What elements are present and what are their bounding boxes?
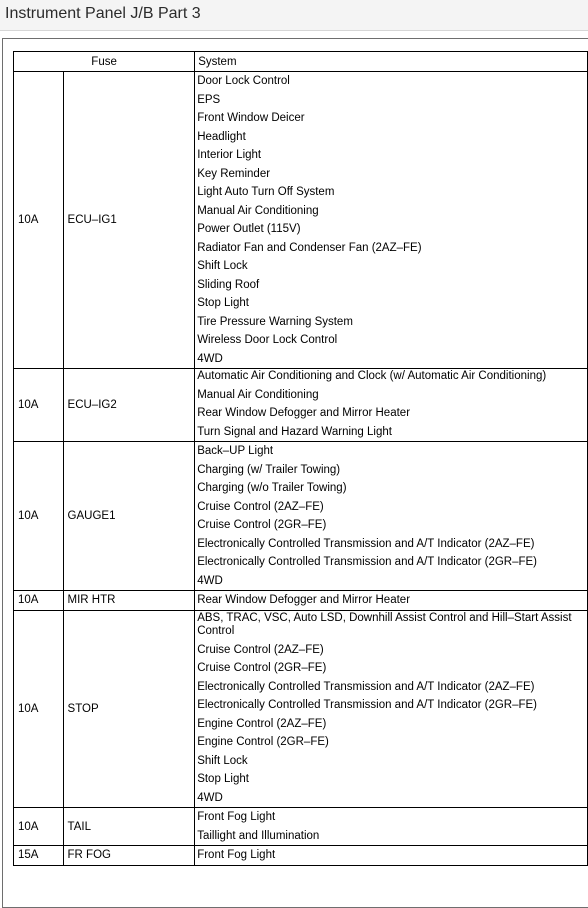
system-item: Key Reminder	[197, 167, 271, 180]
system-item: Front Window Deicer	[197, 112, 305, 124]
system-item: Rear Window Defogger and Mirror Heater	[197, 407, 411, 419]
system-item: Front Fog Light	[197, 849, 276, 861]
table-row	[14, 442, 588, 591]
system-list	[195, 808, 588, 846]
fuse-amperage: 10A	[14, 442, 64, 591]
system-item: Power Outlet (115V)	[197, 223, 301, 235]
system-item: Engine Control (2GR–FE)	[197, 736, 329, 748]
system-item: Wireless Door Lock Control	[197, 334, 338, 346]
fuse-amperage: 15A	[14, 846, 64, 866]
fuse-amperage: 10A	[14, 72, 64, 369]
system-item: Stop Light	[197, 297, 249, 309]
system-item: Light Auto Turn Off System	[197, 186, 335, 198]
fuse-name: STOP	[63, 610, 195, 808]
system-item: Cruise Control (2AZ–FE)	[197, 500, 324, 513]
system-item: Electronically Controlled Transmission and A/T Indicator (2AZ–FE)	[197, 680, 535, 693]
system-item: Door Lock Control	[197, 75, 290, 87]
system-item: Manual Air Conditioning	[197, 204, 319, 217]
column-header-fuse: Fuse	[14, 52, 195, 72]
system-list	[195, 442, 588, 591]
system-item: Interior Light	[197, 149, 262, 161]
system-item: Manual Air Conditioning	[197, 388, 319, 401]
table-body	[14, 72, 588, 866]
system-item: Rear Window Defogger and Mirror Heater	[197, 594, 411, 606]
system-item: 4WD	[197, 791, 223, 804]
system-item: Electronically Controlled Transmission and A/T Indicator (2GR–FE)	[197, 556, 538, 568]
system-item: Engine Control (2AZ–FE)	[197, 717, 327, 730]
fuse-amperage: 10A	[14, 808, 64, 846]
system-list	[195, 369, 588, 442]
system-list	[195, 610, 588, 808]
fuse-amperage: 10A	[14, 610, 64, 808]
system-item: Shift Lock	[197, 260, 248, 272]
system-item: Cruise Control (2AZ–FE)	[197, 643, 324, 656]
table-row	[14, 610, 588, 808]
fuse-amperage: 10A	[14, 369, 64, 442]
system-list	[195, 846, 588, 866]
table-row	[14, 846, 588, 866]
system-item: Electronically Controlled Transmission and A/T Indicator (2GR–FE)	[197, 699, 538, 711]
page-title: Instrument Panel J/B Part 3	[5, 5, 201, 22]
system-item: Charging (w/ Trailer Towing)	[197, 463, 341, 476]
system-item: Cruise Control (2GR–FE)	[197, 662, 327, 674]
system-item: ABS, TRAC, VSC, Auto LSD, Downhill Assist Control and Hill–Start Assist Control	[197, 611, 572, 637]
fuse-amperage: 10A	[14, 591, 64, 611]
window-header	[0, 0, 588, 31]
system-item: Shift Lock	[197, 754, 248, 767]
system-item: Automatic Air Conditioning and Clock (w/ Automatic Air Conditioning)	[197, 370, 547, 382]
fuse-name: ECU–IG1	[63, 72, 195, 369]
table-row	[14, 808, 588, 846]
system-item: Back–UP Light	[197, 445, 274, 457]
system-item: Sliding Roof	[197, 278, 260, 291]
system-item: Charging (w/o Trailer Towing)	[197, 482, 347, 494]
column-header-system: System	[195, 52, 588, 72]
system-list	[195, 591, 588, 611]
fuse-name: FR FOG	[63, 846, 195, 866]
system-item: Tire Pressure Warning System	[197, 315, 353, 328]
table-row	[14, 369, 588, 442]
fuse-table	[13, 51, 588, 866]
system-item: 4WD	[197, 574, 223, 587]
system-item: Stop Light	[197, 773, 249, 785]
system-item: Turn Signal and Hazard Warning Light	[197, 425, 392, 438]
system-item: Radiator Fan and Condenser Fan (2AZ–FE)	[197, 241, 422, 254]
fuse-name: GAUGE1	[63, 442, 195, 591]
system-item: Front Fog Light	[197, 811, 276, 823]
system-item: EPS	[197, 93, 221, 106]
system-item: Cruise Control (2GR–FE)	[197, 519, 327, 531]
table-header-row	[14, 52, 588, 72]
system-item: Electronically Controlled Transmission and A/T Indicator (2AZ–FE)	[197, 537, 535, 550]
system-item: Headlight	[197, 130, 246, 143]
table-row	[14, 591, 588, 611]
system-list	[195, 72, 588, 369]
fuse-name: TAIL	[63, 808, 195, 846]
table-row	[14, 72, 588, 369]
system-item: 4WD	[197, 352, 223, 365]
fuse-name: MIR HTR	[63, 591, 195, 611]
system-item: Taillight and Illumination	[197, 829, 320, 842]
fuse-name: ECU–IG2	[63, 369, 195, 442]
